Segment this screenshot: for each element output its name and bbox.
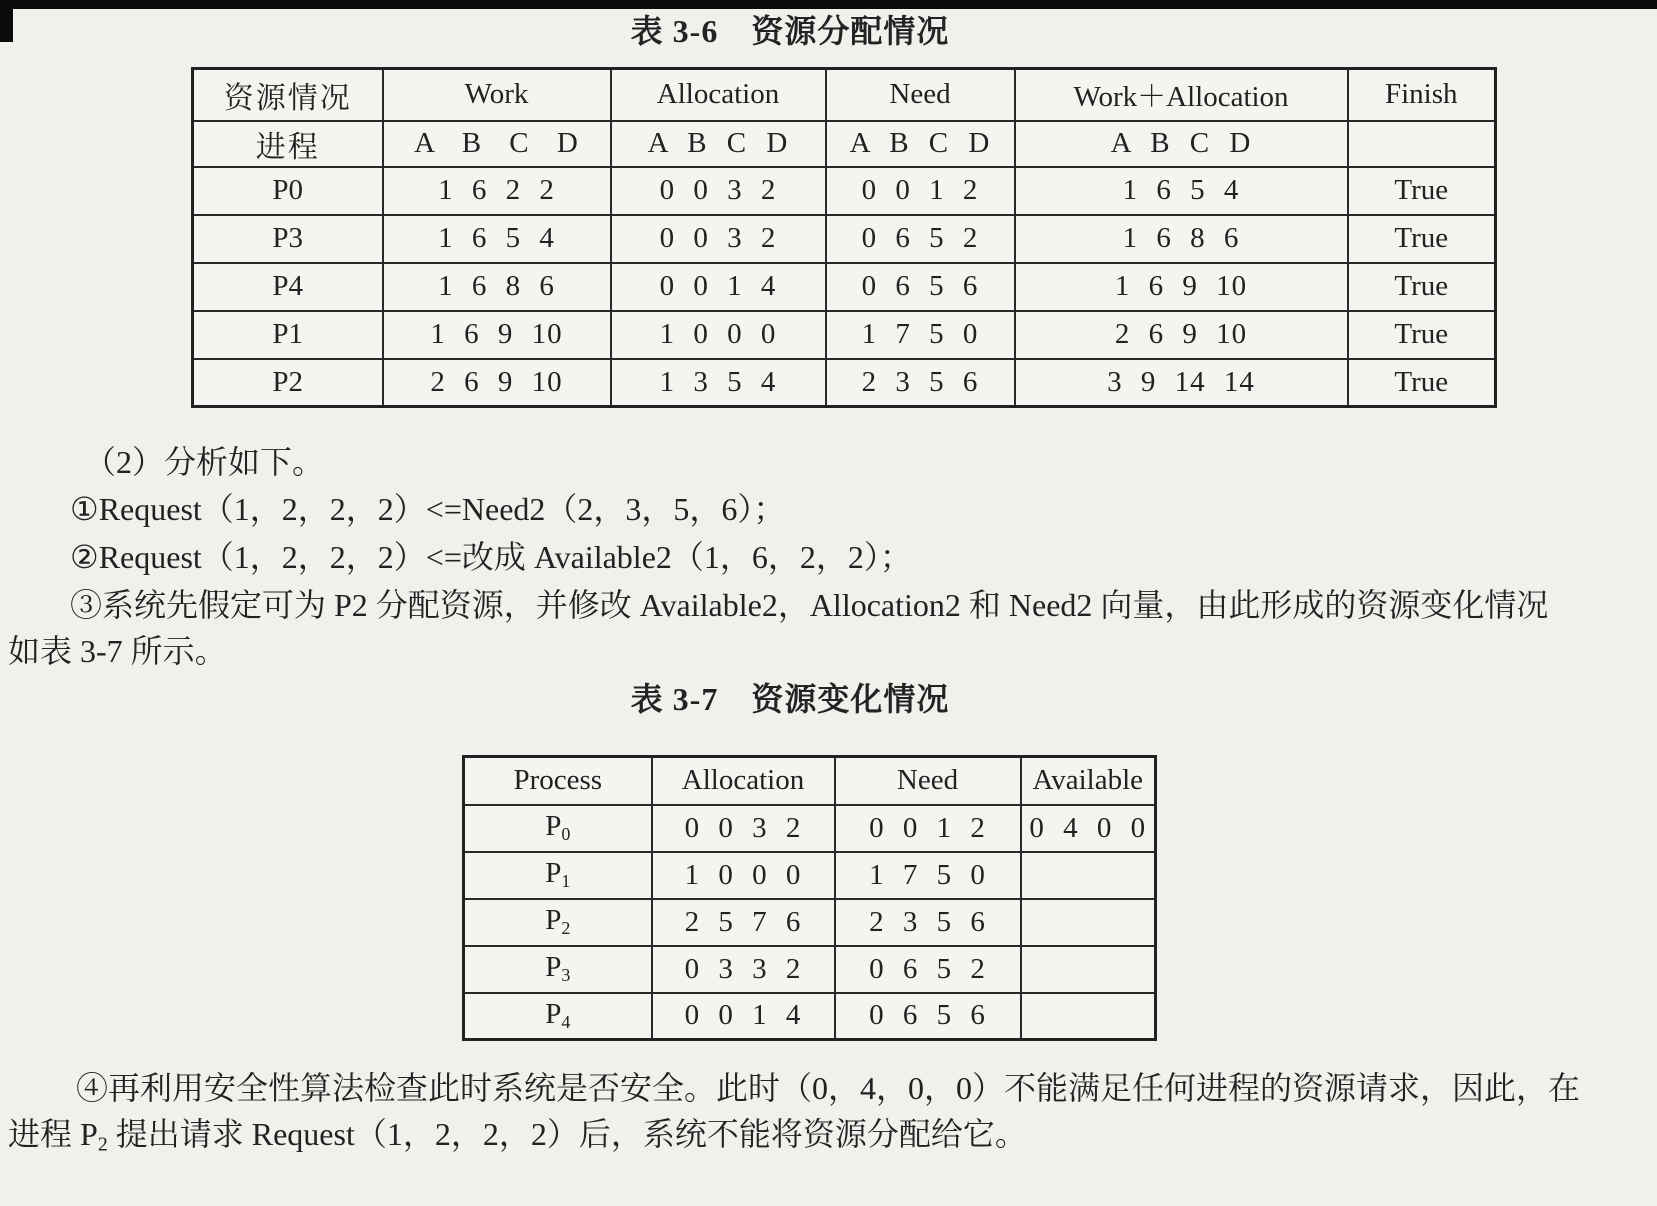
t37-header-need: Need	[835, 757, 1021, 805]
t36-need: 2 3 5 6	[826, 359, 1015, 407]
t37-need: 2 3 5 6	[835, 899, 1021, 946]
t36-need: 0 6 5 2	[826, 215, 1015, 263]
table-3-7-title: 表 3-7 资源变化情况	[630, 681, 950, 717]
conclusion-line-1: ④再利用安全性算法检查此时系统是否安全。此时（0，4，0，0）不能满足任何进程的资源请求，因此，在	[76, 1070, 1581, 1106]
process-subscript: 2	[561, 918, 571, 939]
t36-work-plus-allocation: 1 6 5 4	[1015, 167, 1348, 215]
t37-available	[1021, 899, 1156, 946]
conclusion-p2-subscript: 2	[97, 1133, 108, 1156]
t37-available	[1021, 993, 1156, 1040]
t36-subheader-abcd-wpa: A B C D	[1015, 121, 1348, 167]
t36-row-p4	[193, 263, 1496, 311]
t37-header-row	[464, 757, 1156, 805]
t36-process: P4	[193, 263, 383, 311]
process-label: P	[545, 810, 562, 843]
table-3-6	[191, 67, 1497, 408]
t37-available: 0 4 0 0	[1021, 805, 1156, 852]
t36-work: 1 6 5 4	[383, 215, 611, 263]
t37-row-p2	[464, 899, 1156, 946]
t36-work: 1 6 8 6	[383, 263, 611, 311]
t37-allocation: 0 0 3 2	[652, 805, 835, 852]
t37-process	[464, 852, 652, 899]
t36-work-plus-allocation: 1 6 9 10	[1015, 263, 1348, 311]
t36-allocation: 0 0 3 2	[611, 215, 826, 263]
t36-allocation: 1 3 5 4	[611, 359, 826, 407]
t36-header-allocation: Allocation	[611, 69, 826, 121]
t37-need: 0 0 1 2	[835, 805, 1021, 852]
t37-allocation: 2 5 7 6	[652, 899, 835, 946]
t36-work-plus-allocation: 1 6 8 6	[1015, 215, 1348, 263]
t37-allocation: 1 0 0 0	[652, 852, 835, 899]
analysis-step-3-line-1: ③系统先假定可为 P2 分配资源，并修改 Available2，Allocation2 和 Need2 向量，由此形成的资源变化情况	[70, 587, 1549, 623]
t37-need: 0 6 5 2	[835, 946, 1021, 993]
t36-header-need: Need	[826, 69, 1015, 121]
t37-available	[1021, 946, 1156, 993]
t36-process: P1	[193, 311, 383, 359]
t37-allocation: 0 3 3 2	[652, 946, 835, 993]
table-3-7	[462, 755, 1157, 1041]
t36-finish: True	[1348, 359, 1496, 407]
t37-process	[464, 946, 652, 993]
t36-header-row	[193, 69, 1496, 121]
t37-need: 1 7 5 0	[835, 852, 1021, 899]
t36-need: 0 0 1 2	[826, 167, 1015, 215]
t37-row-p0	[464, 805, 1156, 852]
t36-work: 1 6 2 2	[383, 167, 611, 215]
t36-process: P3	[193, 215, 383, 263]
process-label: P	[545, 857, 562, 890]
table-3-6-title: 表 3-6 资源分配情况	[630, 13, 950, 49]
process-subscript: 0	[561, 824, 571, 845]
t36-subheader-abcd-allocation: A B C D	[611, 121, 826, 167]
process-subscript: 1	[561, 871, 571, 892]
process-label: P	[545, 951, 562, 984]
t37-header-available: Available	[1021, 757, 1156, 805]
process-label: P	[545, 998, 562, 1031]
t36-work: 1 6 9 10	[383, 311, 611, 359]
t37-header-allocation: Allocation	[652, 757, 835, 805]
t36-work-plus-allocation: 3 9 14 14	[1015, 359, 1348, 407]
process-subscript: 3	[561, 965, 571, 986]
t37-header-process: Process	[464, 757, 652, 805]
t36-finish: True	[1348, 167, 1496, 215]
process-label: P	[545, 904, 562, 937]
t36-allocation: 0 0 1 4	[611, 263, 826, 311]
t36-subheader-abcd-need: A B C D	[826, 121, 1015, 167]
conclusion-line-2-text-cont: 提出请求 Request（1，2，2，2）后，系统不能将资源分配给它。	[107, 1116, 1027, 1152]
t37-need: 0 6 5 6	[835, 993, 1021, 1040]
t36-allocation: 0 0 3 2	[611, 167, 826, 215]
t36-row-p1	[193, 311, 1496, 359]
t36-row-p0	[193, 167, 1496, 215]
analysis-step-1: ①Request（1，2，2，2）<=Need2（2，3，5，6）；	[70, 491, 786, 527]
t36-header-resource: 资源情况	[193, 69, 383, 121]
t36-process: P2	[193, 359, 383, 407]
t36-subheader-row	[193, 121, 1496, 167]
t37-row-p4	[464, 993, 1156, 1040]
analysis-step-2: ②Request（1，2，2，2）<=改成 Available2（1，6，2，2）；	[70, 539, 912, 575]
t37-process	[464, 805, 652, 852]
t37-process	[464, 899, 652, 946]
t36-row-p2	[193, 359, 1496, 407]
process-subscript: 4	[561, 1012, 571, 1033]
t36-work-plus-allocation: 2 6 9 10	[1015, 311, 1348, 359]
analysis-intro: （2）分析如下。	[84, 444, 325, 480]
t36-header-work-plus-allocation: Work＋Allocation	[1015, 69, 1348, 121]
conclusion-line-2-text: 进程 P	[8, 1116, 98, 1152]
t36-finish: True	[1348, 263, 1496, 311]
t36-need: 1 7 5 0	[826, 311, 1015, 359]
t37-allocation: 0 0 1 4	[652, 993, 835, 1040]
analysis-step-3-line-2: 如表 3-7 所示。	[8, 633, 227, 669]
t36-finish: True	[1348, 311, 1496, 359]
t36-header-work: Work	[383, 69, 611, 121]
t36-subheader-process: 进程	[193, 121, 383, 167]
t36-allocation: 1 0 0 0	[611, 311, 826, 359]
t36-process: P0	[193, 167, 383, 215]
t37-row-p3	[464, 946, 1156, 993]
t36-subheader-abcd-work: A B C D	[383, 121, 611, 167]
t36-row-p3	[193, 215, 1496, 263]
t36-header-finish: Finish	[1348, 69, 1496, 121]
t37-row-p1	[464, 852, 1156, 899]
t36-subheader-finish-empty	[1348, 121, 1496, 167]
conclusion-line-2	[8, 1112, 1027, 1167]
t37-available	[1021, 852, 1156, 899]
t37-process	[464, 993, 652, 1040]
t36-work: 2 6 9 10	[383, 359, 611, 407]
t36-finish: True	[1348, 215, 1496, 263]
t36-need: 0 6 5 6	[826, 263, 1015, 311]
